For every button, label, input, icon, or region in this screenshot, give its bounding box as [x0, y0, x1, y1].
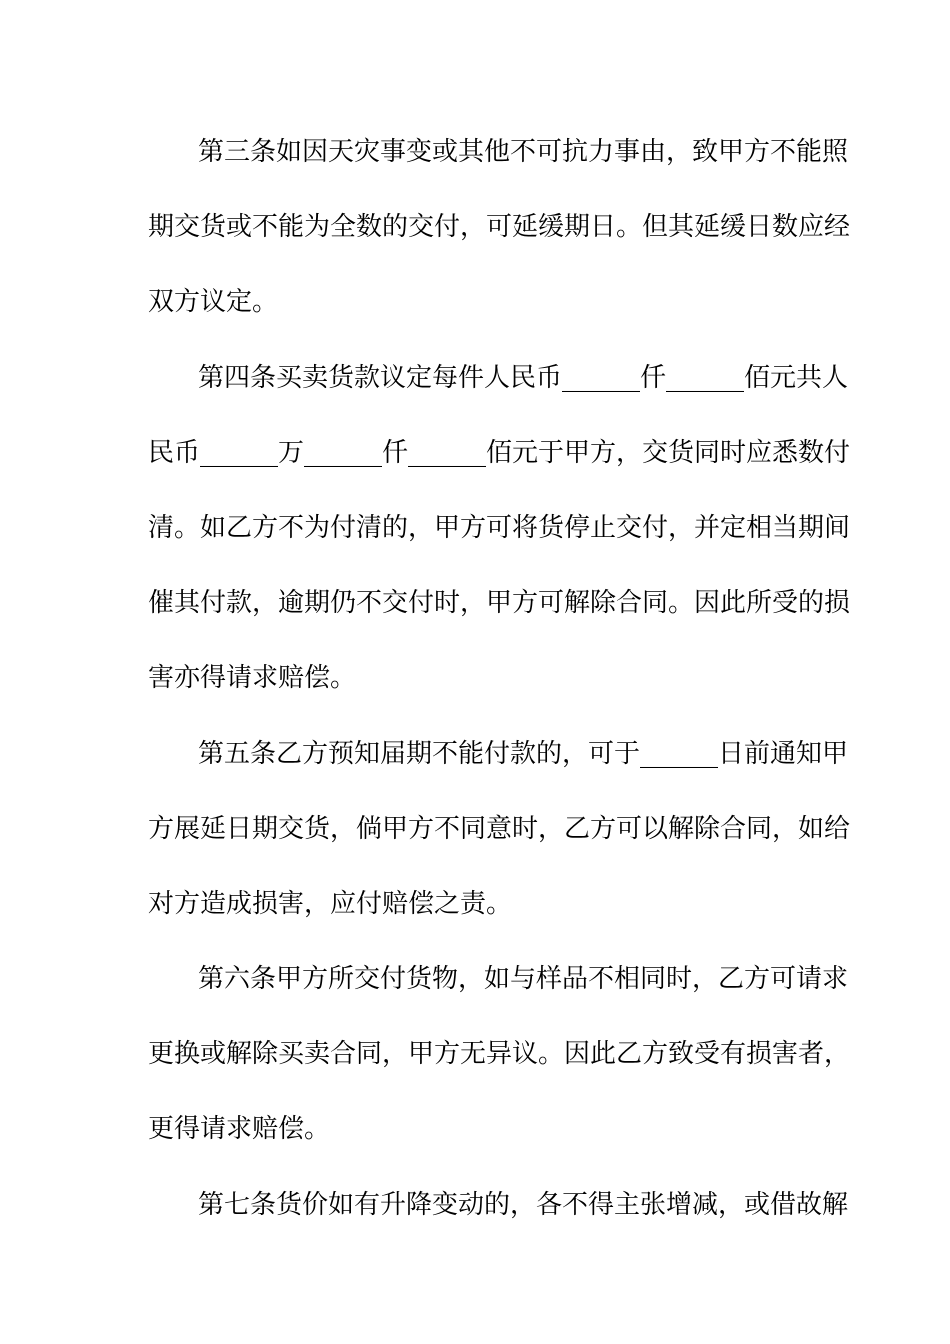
text-line: 第五条乙方预知届期不能付款的，可于______日前通知甲	[198, 739, 849, 769]
text-line: 民币______万______仟______佰元于甲方，交货同时应悉数付	[148, 438, 851, 468]
text-line: 第三条如因天灾事变或其他不可抗力事由，致甲方不能照	[198, 137, 849, 167]
text-line: 对方造成损害，应付赔偿之责。	[148, 889, 513, 919]
text-line: 期交货或不能为全数的交付，可延缓期日。但其延缓日数应经	[148, 212, 851, 242]
text-line: 清。如乙方不为付清的，甲方可将货停止交付，并定相当期间	[148, 513, 851, 543]
text-line: 方展延日期交货，倘甲方不同意时，乙方可以解除合同，如给	[148, 814, 851, 844]
text-line: 第七条货价如有升降变动的，各不得主张增减，或借故解	[198, 1190, 849, 1220]
text-line: 害亦得请求赔偿。	[148, 663, 357, 693]
text-line: 更换或解除买卖合同，甲方无异议。因此乙方致受有损害者，	[148, 1039, 851, 1069]
text-line: 第四条买卖货款议定每件人民币______仟______佰元共人	[198, 363, 849, 393]
text-line: 催其付款，逾期仍不交付时，甲方可解除合同。因此所受的损	[148, 588, 851, 618]
text-line: 双方议定。	[148, 287, 279, 317]
text-line: 第六条甲方所交付货物，如与样品不相同时，乙方可请求	[198, 964, 849, 994]
text-line: 更得请求赔偿。	[148, 1114, 331, 1144]
